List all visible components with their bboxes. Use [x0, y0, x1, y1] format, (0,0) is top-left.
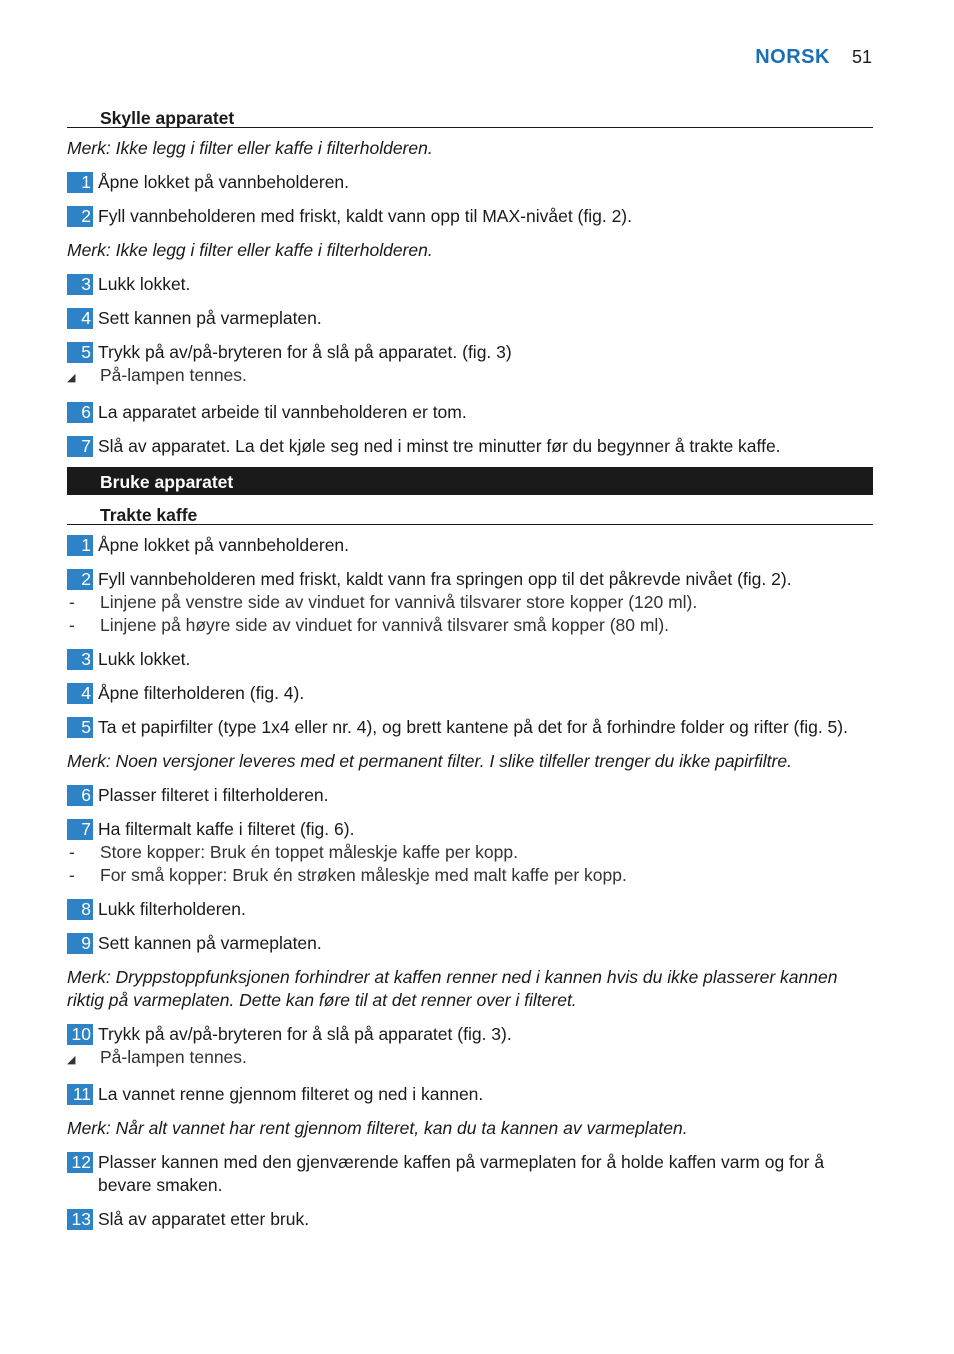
step-number: 1	[67, 172, 93, 193]
step	[67, 784, 873, 807]
sub-item-text: Store kopper: Bruk én toppet måleskje kaffe per kopp.	[100, 842, 518, 862]
step-number: 4	[67, 683, 93, 704]
sub-item-text: Linjene på høyre side av vinduet for vannivå tilsvarer små kopper (80 ml).	[100, 615, 670, 635]
sub-item-text: Linjene på venstre side av vinduet for vannivå tilsvarer store kopper (120 ml).	[100, 592, 698, 612]
note: Merk: Ikke legg i filter eller kaffe i filterholderen.	[67, 240, 433, 260]
step	[67, 534, 873, 557]
step	[67, 435, 873, 458]
step	[67, 682, 873, 705]
step-text: Lukk lokket.	[98, 649, 191, 669]
step-number: 3	[67, 649, 93, 670]
step-number: 2	[67, 569, 93, 590]
step	[67, 1151, 873, 1197]
step-number: 9	[67, 933, 93, 954]
note: Merk: Når alt vannet har rent gjennom filteret, kan du ta kannen av varmeplaten.	[67, 1118, 688, 1138]
step-number: 13	[67, 1209, 93, 1230]
result-text: På-lampen tennes.	[100, 1047, 247, 1067]
step-text: Åpne lokket på vannbeholderen.	[98, 172, 350, 192]
step-text: Ha filtermalt kaffe i filteret (fig. 6).	[98, 819, 355, 839]
step	[67, 1023, 873, 1046]
step	[67, 1208, 873, 1231]
step-text: Åpne filterholderen (fig. 4).	[98, 683, 305, 703]
step	[67, 171, 873, 194]
step-text: Sett kannen på varmeplaten.	[98, 933, 322, 953]
result-text: På-lampen tennes.	[100, 365, 247, 385]
step	[67, 716, 873, 739]
dash-marker: -	[69, 842, 75, 862]
step-result	[67, 1046, 873, 1072]
step	[67, 341, 873, 364]
step-text: Fyll vannbeholderen med friskt, kaldt vann fra springen opp til det påkrevde nivået (fig. 2).	[98, 569, 792, 589]
step	[67, 1083, 873, 1106]
step-number: 6	[67, 402, 93, 423]
page-header	[755, 46, 872, 69]
step-number: 8	[67, 899, 93, 920]
step-number: 5	[67, 342, 93, 363]
step-text: Ta et papirfilter (type 1x4 eller nr. 4), og brett kantene på det for å forhindre folder og rifter (fig. 5).	[98, 717, 848, 737]
section-title-use: Bruke apparatet	[67, 467, 873, 495]
step-number: 1	[67, 535, 93, 556]
step-text: La vannet renne gjennom filteret og ned i kannen.	[98, 1084, 484, 1104]
step-text: Lukk filterholderen.	[98, 899, 246, 919]
step-number: 2	[67, 206, 93, 227]
step-result	[67, 364, 873, 390]
step-text: Sett kannen på varmeplaten.	[98, 308, 322, 328]
step-text: Slå av apparatet. La det kjøle seg ned i minst tre minutter før du begynner å trakte kaffe.	[98, 436, 781, 456]
step	[67, 205, 873, 228]
step-text: Åpne lokket på vannbeholderen.	[98, 535, 350, 555]
result-arrow-icon: ◢	[67, 1054, 76, 1066]
step-number: 12	[67, 1152, 93, 1173]
step-text: La apparatet arbeide til vannbeholderen er tom.	[98, 402, 467, 422]
sub-item	[67, 591, 873, 614]
heading-rinse: Skylle apparatet	[67, 104, 873, 128]
note: Merk: Noen versjoner leveres med et permanent filter. I slike tilfeller trenger du ikke papirfiltre.	[67, 751, 792, 771]
step	[67, 932, 873, 955]
page-content	[67, 104, 873, 1231]
step	[67, 898, 873, 921]
step-number: 7	[67, 819, 93, 840]
sub-item	[67, 864, 873, 887]
dash-marker: -	[69, 615, 75, 635]
step-number: 6	[67, 785, 93, 806]
step	[67, 273, 873, 296]
sub-item-text: For små kopper: Bruk én strøken måleskje med malt kaffe per kopp.	[100, 865, 627, 885]
step-text: Trykk på av/på-bryteren for å slå på apparatet. (fig. 3)	[98, 342, 512, 362]
step-text: Trykk på av/på-bryteren for å slå på apparatet (fig. 3).	[98, 1024, 512, 1044]
dash-marker: -	[69, 865, 75, 885]
step-number: 4	[67, 308, 93, 329]
step-number: 5	[67, 717, 93, 738]
step-text: Fyll vannbeholderen med friskt, kaldt vann opp til MAX-nivået (fig. 2).	[98, 206, 632, 226]
heading-brew: Trakte kaffe	[67, 501, 873, 525]
page-number: 51	[851, 47, 872, 67]
note: Merk: Dryppstoppfunksjonen forhindrer at kaffen renner ned i kannen hvis du ikke plasserer kannen riktig på varmeplaten. Dette kan føre til at det renner over i filteret.	[67, 967, 838, 1010]
step	[67, 401, 873, 424]
step-number: 7	[67, 436, 93, 457]
step-text: Lukk lokket.	[98, 274, 191, 294]
step-number: 10	[67, 1024, 93, 1045]
step-text: Plasser kannen med den gjenværende kaffen på varmeplaten for å holde kaffen varm og for å bevare smaken.	[98, 1152, 825, 1195]
sub-item	[67, 841, 873, 864]
sub-item	[67, 614, 873, 637]
step	[67, 648, 873, 671]
step	[67, 307, 873, 330]
step-number: 3	[67, 274, 93, 295]
step-number: 11	[67, 1084, 93, 1105]
step	[67, 818, 873, 841]
dash-marker: -	[69, 592, 75, 612]
step	[67, 568, 873, 591]
step-text: Plasser filteret i filterholderen.	[98, 785, 329, 805]
result-arrow-icon: ◢	[67, 372, 76, 384]
language-label: NORSK	[755, 46, 830, 68]
step-text: Slå av apparatet etter bruk.	[98, 1209, 310, 1229]
note: Merk: Ikke legg i filter eller kaffe i filterholderen.	[67, 138, 433, 158]
